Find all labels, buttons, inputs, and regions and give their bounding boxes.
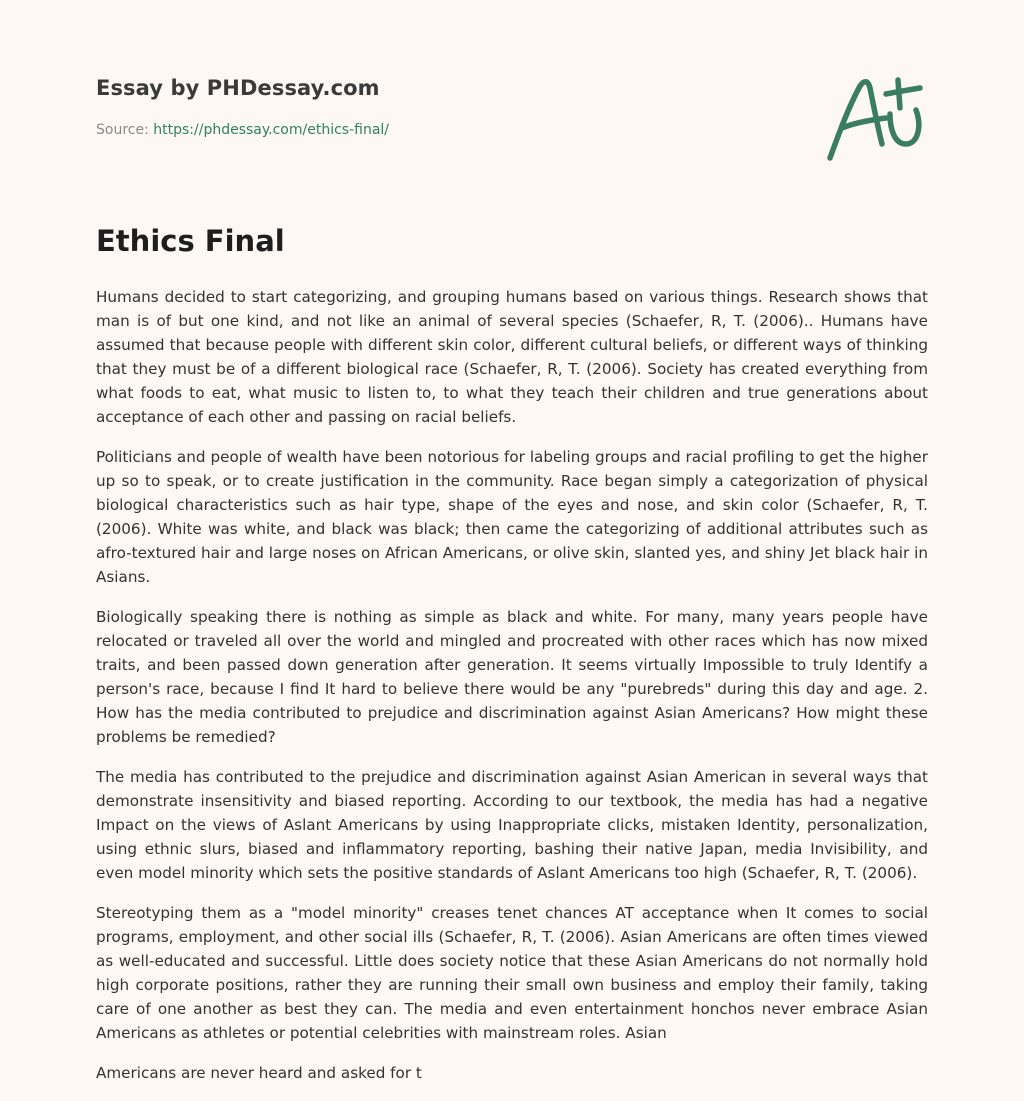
essay-paragraph: Biologically speaking there is nothing as simple as black and white. For many, many years people have relocated or traveled all over the world and mingled and procreated with other races which has now mixed traits, and been passed down generation after generation. It seems virtually Impossible to truly Identify a person's race, because I find It hard to believe there would be any "purebreds" during this day and age. 2. How has the media contributed to prejudice and discrimination against Asian Americans? How might these problems be remedied? [96, 608, 928, 746]
essay-paragraph: Stereotyping them as a "model minority" creases tenet chances AT acceptance when It comes to social programs, employment, and other social ills (Schaefer, R, T. (2006). Asian Americans are often times viewed as well-educated and successful. Little does society notice that these Asian Americans do not normally hold high corporate positions, rather they are running their small own business and employ their family, taking care of one another as best they can. The media and even entertainment honchos never embrace Asian Americans as athletes or potential celebrities with mainstream roles. Asian [96, 904, 928, 1042]
essay-paragraph: Humans decided to start categorizing, and grouping humans based on various things. Research shows that man is of but one kind, and not like an animal of several species (Schaefer, R, T. (2006).. Humans have assumed that because people with different skin color, different cultural beliefs, or different ways of thinking that they must be of a different biological race (Schaefer, R, T. (2006). Society has created everything from what foods to eat, what music to listen to, to what they teach their children and true generations about acceptance of each other and passing on racial beliefs. [96, 288, 928, 426]
essay-body [96, 285, 928, 1101]
page-header [96, 76, 389, 138]
essay-paragraph: Politicians and people of wealth have been notorious for labeling groups and racial profiling to get the higher up so to speak, or to create justification in the community. Race began simply a categorization of physical biological characteristics such as hair type, shape of the eyes and nose, and skin color (Schaefer, R, T. (2006). White was white, and black was black; then came the categorizing of additional attributes such as afro-textured hair and large noses on African Americans, or olive skin, slanted yes, and shiny Jet black hair in Asians. [96, 448, 928, 586]
a-plus-logo-icon [820, 66, 930, 166]
source-line [96, 122, 389, 138]
site-title: Essay by PHDessay.com [96, 76, 380, 100]
essay-paragraph: The media has contributed to the prejudice and discrimination against Asian American in several ways that demonstrate insensitivity and biased reporting. According to our textbook, the media has had a negative Impact on the views of Aslant Americans by using Inappropriate clicks, mistaken Identity, personalization, using ethnic slurs, biased and inflammatory reporting, bashing their native Japan, media Invisibility, and even model minority which sets the positive standards of Aslant Americans too high (Schaefer, R, T. (2006). [96, 768, 928, 882]
essay-title: Ethics Final [96, 224, 285, 258]
essay-paragraph-truncated: Americans are never heard and asked for t [96, 1064, 422, 1082]
source-link[interactable]: https://phdessay.com/ethics-final/ [153, 122, 390, 138]
source-label: Source: [96, 122, 149, 138]
